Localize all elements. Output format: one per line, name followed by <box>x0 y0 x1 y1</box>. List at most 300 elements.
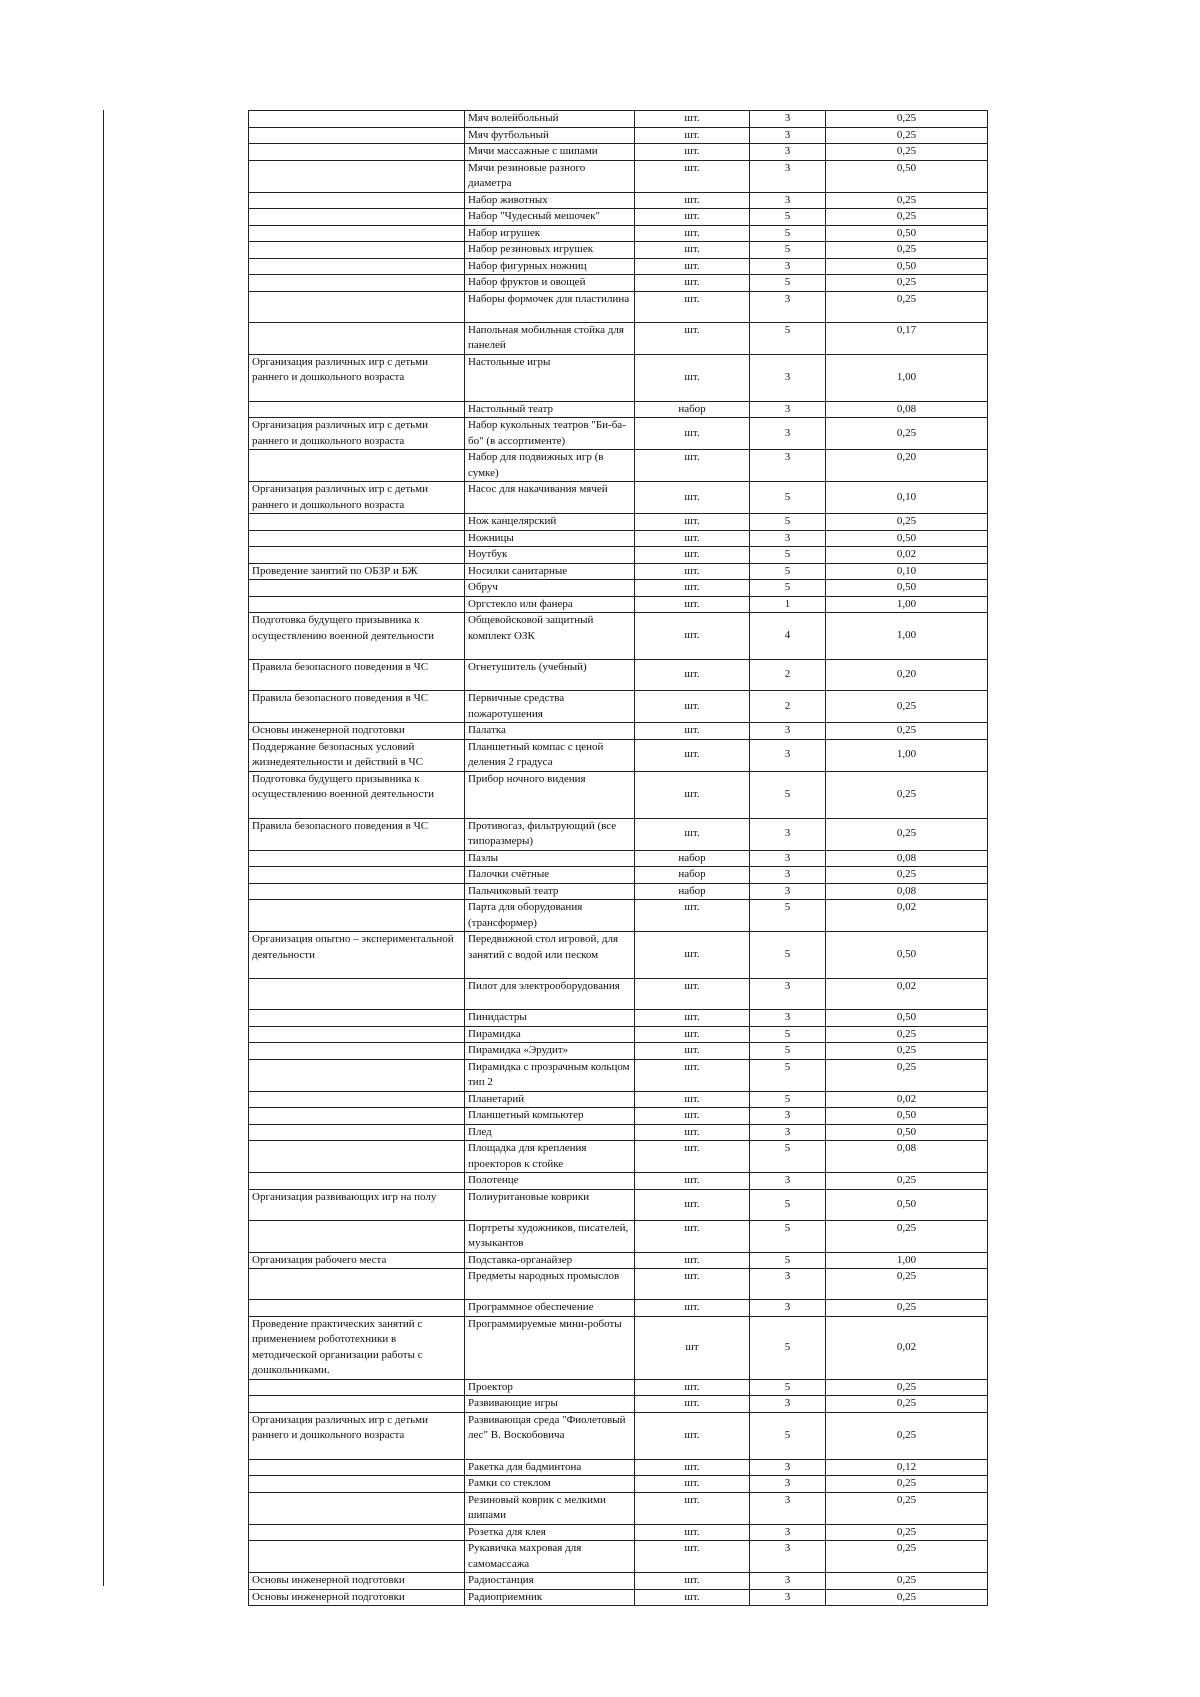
table-row <box>249 1589 988 1606</box>
item-name-cell: Полиуритановые коврики <box>465 1189 635 1220</box>
value-cell: 0,25 <box>826 127 988 144</box>
purpose-cell <box>249 850 465 867</box>
quantity-cell: 3 <box>750 354 826 401</box>
purpose-cell: Организация опытно – экспериментальной деятельности <box>249 932 465 979</box>
purpose-cell: Подготовка будущего призывника к осуществлению военной деятельности <box>249 771 465 818</box>
item-name-cell: Огнетушитель (учебный) <box>465 660 635 691</box>
purpose-cell <box>249 160 465 192</box>
table-row <box>249 1010 988 1027</box>
value-cell: 0,50 <box>826 258 988 275</box>
quantity-cell: 3 <box>750 127 826 144</box>
unit-cell: шт. <box>635 979 750 1010</box>
item-name-cell: Насос для накачивания мячей <box>465 482 635 514</box>
quantity-cell: 5 <box>750 275 826 292</box>
value-cell: 0,50 <box>826 225 988 242</box>
item-name-cell: Резиновый коврик с мелкими шипами <box>465 1492 635 1524</box>
item-name-cell: Проектор <box>465 1379 635 1396</box>
table-row <box>249 580 988 597</box>
item-name-cell: Развивающие игры <box>465 1396 635 1413</box>
value-cell: 0,25 <box>826 209 988 226</box>
purpose-cell: Правила безопасного поведения в ЧС <box>249 660 465 691</box>
purpose-cell <box>249 530 465 547</box>
unit-cell: шт. <box>635 242 750 259</box>
value-cell: 0,02 <box>826 979 988 1010</box>
unit-cell: шт. <box>635 225 750 242</box>
item-name-cell: Оргстекло или фанера <box>465 596 635 613</box>
purpose-cell <box>249 514 465 531</box>
unit-cell: шт. <box>635 1269 750 1300</box>
value-cell: 0,25 <box>826 111 988 128</box>
item-name-cell: Радиостанция <box>465 1573 635 1590</box>
quantity-cell: 3 <box>750 1476 826 1493</box>
item-name-cell: Набор для подвижных игр (в сумке) <box>465 450 635 482</box>
value-cell: 0,25 <box>826 691 988 723</box>
table-row <box>249 530 988 547</box>
table-row <box>249 979 988 1010</box>
unit-cell: шт. <box>635 1141 750 1173</box>
value-cell: 0,02 <box>826 1091 988 1108</box>
unit-cell: шт. <box>635 613 750 660</box>
item-name-cell: Настольный театр <box>465 401 635 418</box>
quantity-cell: 3 <box>750 979 826 1010</box>
item-name-cell: Общевойсковой защитный комплект ОЗК <box>465 613 635 660</box>
unit-cell: шт. <box>635 771 750 818</box>
value-cell: 0,02 <box>826 900 988 932</box>
equipment-table <box>248 110 988 1606</box>
purpose-cell <box>249 979 465 1010</box>
purpose-cell: Организация различных игр с детьми раннего и дошкольного возраста <box>249 1412 465 1459</box>
quantity-cell: 5 <box>750 580 826 597</box>
quantity-cell: 3 <box>750 1108 826 1125</box>
unit-cell: шт. <box>635 723 750 740</box>
unit-cell: шт. <box>635 127 750 144</box>
unit-cell: шт. <box>635 1396 750 1413</box>
value-cell: 0,25 <box>826 818 988 850</box>
table-row <box>249 482 988 514</box>
quantity-cell: 5 <box>750 1091 826 1108</box>
unit-cell: шт. <box>635 1059 750 1091</box>
purpose-cell: Основы инженерной подготовки <box>249 1589 465 1606</box>
quantity-cell: 5 <box>750 1220 826 1252</box>
item-name-cell: Обруч <box>465 580 635 597</box>
item-name-cell: Носилки санитарные <box>465 563 635 580</box>
quantity-cell: 5 <box>750 563 826 580</box>
item-name-cell: Настольные игры <box>465 354 635 401</box>
unit-cell: шт. <box>635 1379 750 1396</box>
value-cell: 0,25 <box>826 418 988 450</box>
unit-cell: шт <box>635 1316 750 1379</box>
item-name-cell: Мяч волейбольный <box>465 111 635 128</box>
quantity-cell: 3 <box>750 1459 826 1476</box>
purpose-cell <box>249 1269 465 1300</box>
purpose-cell: Правила безопасного поведения в ЧС <box>249 818 465 850</box>
unit-cell: шт. <box>635 1173 750 1190</box>
quantity-cell: 3 <box>750 160 826 192</box>
unit-cell: шт. <box>635 580 750 597</box>
value-cell: 0,25 <box>826 1269 988 1300</box>
purpose-cell <box>249 1524 465 1541</box>
unit-cell: шт. <box>635 1541 750 1573</box>
quantity-cell: 5 <box>750 225 826 242</box>
quantity-cell: 2 <box>750 691 826 723</box>
unit-cell: шт. <box>635 932 750 979</box>
table-row <box>249 1573 988 1590</box>
item-name-cell: Передвижной стол игровой, для занятий с водой или песком <box>465 932 635 979</box>
table-row <box>249 322 988 354</box>
value-cell: 0,20 <box>826 450 988 482</box>
table-row <box>249 418 988 450</box>
table-row <box>249 1379 988 1396</box>
table-row <box>249 1541 988 1573</box>
quantity-cell: 3 <box>750 111 826 128</box>
item-name-cell: Набор "Чудесный мешочек" <box>465 209 635 226</box>
quantity-cell: 5 <box>750 1141 826 1173</box>
table-row <box>249 275 988 292</box>
quantity-cell: 3 <box>750 530 826 547</box>
item-name-cell: Площадка для крепления проекторов к стойке <box>465 1141 635 1173</box>
quantity-cell: 5 <box>750 514 826 531</box>
value-cell: 0,25 <box>826 1573 988 1590</box>
item-name-cell: Пилот для электрооборудования <box>465 979 635 1010</box>
value-cell: 0,25 <box>826 1059 988 1091</box>
unit-cell: шт. <box>635 1220 750 1252</box>
value-cell: 0,20 <box>826 660 988 691</box>
purpose-cell: Проведение занятий по ОБЗР и БЖ <box>249 563 465 580</box>
quantity-cell: 3 <box>750 1524 826 1541</box>
table-row <box>249 1252 988 1269</box>
value-cell: 0,50 <box>826 1108 988 1125</box>
item-name-cell: Пирамидка <box>465 1026 635 1043</box>
value-cell: 1,00 <box>826 354 988 401</box>
table-row <box>249 144 988 161</box>
value-cell: 0,50 <box>826 160 988 192</box>
purpose-cell: Организация различных игр с детьми раннего и дошкольного возраста <box>249 418 465 450</box>
unit-cell: шт. <box>635 660 750 691</box>
table-row <box>249 1316 988 1379</box>
unit-cell: шт. <box>635 691 750 723</box>
purpose-cell <box>249 242 465 259</box>
unit-cell: шт. <box>635 1589 750 1606</box>
item-name-cell: Полотенце <box>465 1173 635 1190</box>
quantity-cell: 3 <box>750 144 826 161</box>
unit-cell: набор <box>635 867 750 884</box>
unit-cell: шт. <box>635 1300 750 1317</box>
quantity-cell: 5 <box>750 547 826 564</box>
quantity-cell: 3 <box>750 450 826 482</box>
item-name-cell: Плед <box>465 1124 635 1141</box>
table-row <box>249 850 988 867</box>
quantity-cell: 5 <box>750 209 826 226</box>
value-cell: 0,25 <box>826 192 988 209</box>
value-cell: 0,25 <box>826 1524 988 1541</box>
purpose-cell <box>249 1010 465 1027</box>
item-name-cell: Парта для оборудования (трансформер) <box>465 900 635 932</box>
unit-cell: шт. <box>635 1252 750 1269</box>
item-name-cell: Портреты художников, писателей, музыкантов <box>465 1220 635 1252</box>
quantity-cell: 3 <box>750 867 826 884</box>
table-row <box>249 1108 988 1125</box>
value-cell: 0,25 <box>826 1043 988 1060</box>
quantity-cell: 5 <box>750 900 826 932</box>
table-row <box>249 401 988 418</box>
purpose-cell <box>249 275 465 292</box>
table-row <box>249 1059 988 1091</box>
purpose-cell: Организация различных игр с детьми раннего и дошкольного возраста <box>249 482 465 514</box>
purpose-cell <box>249 596 465 613</box>
value-cell: 0,50 <box>826 530 988 547</box>
purpose-cell <box>249 1173 465 1190</box>
table-row <box>249 932 988 979</box>
purpose-cell <box>249 322 465 354</box>
unit-cell: шт. <box>635 291 750 322</box>
unit-cell: шт. <box>635 258 750 275</box>
purpose-cell: Подготовка будущего призывника к осуществлению военной деятельности <box>249 613 465 660</box>
value-cell: 0,25 <box>826 1492 988 1524</box>
table-row <box>249 127 988 144</box>
unit-cell: шт. <box>635 1524 750 1541</box>
unit-cell: шт. <box>635 160 750 192</box>
table-row <box>249 723 988 740</box>
value-cell: 0,08 <box>826 850 988 867</box>
item-name-cell: Противогаз, фильтрующий (все типоразмеры) <box>465 818 635 850</box>
unit-cell: шт. <box>635 818 750 850</box>
table-row <box>249 258 988 275</box>
item-name-cell: Программируемые мини-роботы <box>465 1316 635 1379</box>
quantity-cell: 3 <box>750 818 826 850</box>
value-cell: 0,10 <box>826 563 988 580</box>
unit-cell: шт. <box>635 322 750 354</box>
item-name-cell: Мячи массажные с шипами <box>465 144 635 161</box>
value-cell: 0,10 <box>826 482 988 514</box>
item-name-cell: Первичные средства пожаротушения <box>465 691 635 723</box>
table-row <box>249 1396 988 1413</box>
item-name-cell: Пинидастры <box>465 1010 635 1027</box>
quantity-cell: 5 <box>750 932 826 979</box>
quantity-cell: 5 <box>750 322 826 354</box>
item-name-cell: Рукавичка махровая для самомассажа <box>465 1541 635 1573</box>
value-cell: 0,12 <box>826 1459 988 1476</box>
table-row <box>249 225 988 242</box>
quantity-cell: 3 <box>750 1396 826 1413</box>
table-row <box>249 883 988 900</box>
unit-cell: шт. <box>635 1476 750 1493</box>
item-name-cell: Программное обеспечение <box>465 1300 635 1317</box>
quantity-cell: 5 <box>750 1043 826 1060</box>
table-row <box>249 691 988 723</box>
quantity-cell: 3 <box>750 291 826 322</box>
quantity-cell: 5 <box>750 1379 826 1396</box>
value-cell: 0,50 <box>826 580 988 597</box>
purpose-cell <box>249 258 465 275</box>
unit-cell: шт. <box>635 1573 750 1590</box>
value-cell: 0,17 <box>826 322 988 354</box>
item-name-cell: Наборы формочек для пластилина <box>465 291 635 322</box>
quantity-cell: 3 <box>750 1541 826 1573</box>
purpose-cell <box>249 1059 465 1091</box>
table-row <box>249 1043 988 1060</box>
quantity-cell: 3 <box>750 850 826 867</box>
table-row <box>249 354 988 401</box>
value-cell: 0,25 <box>826 771 988 818</box>
table-row <box>249 1026 988 1043</box>
table-row <box>249 209 988 226</box>
page-margin-line <box>103 110 104 1586</box>
value-cell: 0,25 <box>826 1220 988 1252</box>
item-name-cell: Набор фигурных ножниц <box>465 258 635 275</box>
unit-cell: набор <box>635 401 750 418</box>
value-cell: 1,00 <box>826 613 988 660</box>
purpose-cell: Основы инженерной подготовки <box>249 723 465 740</box>
item-name-cell: Мячи резиновые разного диаметра <box>465 160 635 192</box>
table-row <box>249 613 988 660</box>
unit-cell: шт. <box>635 530 750 547</box>
unit-cell: шт. <box>635 1043 750 1060</box>
value-cell: 0,25 <box>826 1476 988 1493</box>
item-name-cell: Пальчиковый театр <box>465 883 635 900</box>
item-name-cell: Ноутбук <box>465 547 635 564</box>
item-name-cell: Розетка для клея <box>465 1524 635 1541</box>
table-row <box>249 547 988 564</box>
equipment-table-body <box>249 111 988 1606</box>
purpose-cell: Правила безопасного поведения в ЧС <box>249 691 465 723</box>
item-name-cell: Планшетный компьютер <box>465 1108 635 1125</box>
purpose-cell <box>249 144 465 161</box>
unit-cell: шт. <box>635 1091 750 1108</box>
table-row <box>249 450 988 482</box>
unit-cell: шт. <box>635 1026 750 1043</box>
unit-cell: шт. <box>635 354 750 401</box>
quantity-cell: 3 <box>750 883 826 900</box>
purpose-cell <box>249 867 465 884</box>
value-cell: 0,25 <box>826 1026 988 1043</box>
unit-cell: шт. <box>635 418 750 450</box>
unit-cell: набор <box>635 850 750 867</box>
purpose-cell <box>249 1220 465 1252</box>
purpose-cell <box>249 1396 465 1413</box>
quantity-cell: 2 <box>750 660 826 691</box>
quantity-cell: 5 <box>750 1059 826 1091</box>
value-cell: 0,02 <box>826 547 988 564</box>
value-cell: 0,25 <box>826 723 988 740</box>
purpose-cell <box>249 1379 465 1396</box>
unit-cell: шт. <box>635 111 750 128</box>
quantity-cell: 5 <box>750 771 826 818</box>
unit-cell: шт. <box>635 482 750 514</box>
unit-cell: шт. <box>635 1189 750 1220</box>
value-cell: 0,25 <box>826 1541 988 1573</box>
value-cell: 0,08 <box>826 401 988 418</box>
table-row <box>249 1124 988 1141</box>
table-row <box>249 1091 988 1108</box>
purpose-cell <box>249 291 465 322</box>
quantity-cell: 3 <box>750 1124 826 1141</box>
value-cell: 0,25 <box>826 1173 988 1190</box>
table-row <box>249 818 988 850</box>
quantity-cell: 3 <box>750 1589 826 1606</box>
value-cell: 0,25 <box>826 242 988 259</box>
value-cell: 0,08 <box>826 1141 988 1173</box>
unit-cell: шт. <box>635 192 750 209</box>
quantity-cell: 3 <box>750 1010 826 1027</box>
purpose-cell <box>249 1043 465 1060</box>
unit-cell: набор <box>635 883 750 900</box>
purpose-cell <box>249 1141 465 1173</box>
item-name-cell: Палочки счётные <box>465 867 635 884</box>
unit-cell: шт. <box>635 1459 750 1476</box>
unit-cell: шт. <box>635 596 750 613</box>
table-row <box>249 1220 988 1252</box>
unit-cell: шт. <box>635 1492 750 1524</box>
unit-cell: шт. <box>635 563 750 580</box>
table-row <box>249 1459 988 1476</box>
item-name-cell: Ножницы <box>465 530 635 547</box>
value-cell: 0,25 <box>826 1379 988 1396</box>
unit-cell: шт. <box>635 514 750 531</box>
value-cell: 1,00 <box>826 739 988 771</box>
purpose-cell <box>249 111 465 128</box>
quantity-cell: 1 <box>750 596 826 613</box>
purpose-cell <box>249 1108 465 1125</box>
item-name-cell: Предметы народных промыслов <box>465 1269 635 1300</box>
table-row <box>249 1173 988 1190</box>
item-name-cell: Пирамидка «Эрудит» <box>465 1043 635 1060</box>
value-cell: 0,25 <box>826 1396 988 1413</box>
purpose-cell: Организация различных игр с детьми раннего и дошкольного возраста <box>249 354 465 401</box>
item-name-cell: Ракетка для бадминтона <box>465 1459 635 1476</box>
quantity-cell: 5 <box>750 242 826 259</box>
value-cell: 1,00 <box>826 1252 988 1269</box>
value-cell: 0,08 <box>826 883 988 900</box>
unit-cell: шт. <box>635 275 750 292</box>
quantity-cell: 5 <box>750 1412 826 1459</box>
quantity-cell: 3 <box>750 1173 826 1190</box>
table-row <box>249 660 988 691</box>
value-cell: 0,25 <box>826 1589 988 1606</box>
table-row <box>249 1300 988 1317</box>
purpose-cell <box>249 209 465 226</box>
item-name-cell: Мяч футбольный <box>465 127 635 144</box>
purpose-cell <box>249 1459 465 1476</box>
item-name-cell: Планетарий <box>465 1091 635 1108</box>
table-row <box>249 192 988 209</box>
purpose-cell: Основы инженерной подготовки <box>249 1573 465 1590</box>
value-cell: 0,25 <box>826 514 988 531</box>
item-name-cell: Нож канцелярский <box>465 514 635 531</box>
purpose-cell <box>249 883 465 900</box>
value-cell: 0,25 <box>826 1300 988 1317</box>
item-name-cell: Набор кукольных театров "Би-ба-бо" (в ассортименте) <box>465 418 635 450</box>
quantity-cell: 3 <box>750 418 826 450</box>
purpose-cell <box>249 547 465 564</box>
item-name-cell: Палатка <box>465 723 635 740</box>
quantity-cell: 3 <box>750 1300 826 1317</box>
purpose-cell <box>249 225 465 242</box>
value-cell: 0,25 <box>826 275 988 292</box>
table-row <box>249 1412 988 1459</box>
table-row <box>249 1189 988 1220</box>
purpose-cell <box>249 127 465 144</box>
quantity-cell: 3 <box>750 1573 826 1590</box>
purpose-cell <box>249 1476 465 1493</box>
table-row <box>249 111 988 128</box>
purpose-cell <box>249 580 465 597</box>
value-cell: 0,25 <box>826 867 988 884</box>
item-name-cell: Пазлы <box>465 850 635 867</box>
value-cell: 0,25 <box>826 144 988 161</box>
table-row <box>249 514 988 531</box>
unit-cell: шт. <box>635 1124 750 1141</box>
table-row <box>249 160 988 192</box>
